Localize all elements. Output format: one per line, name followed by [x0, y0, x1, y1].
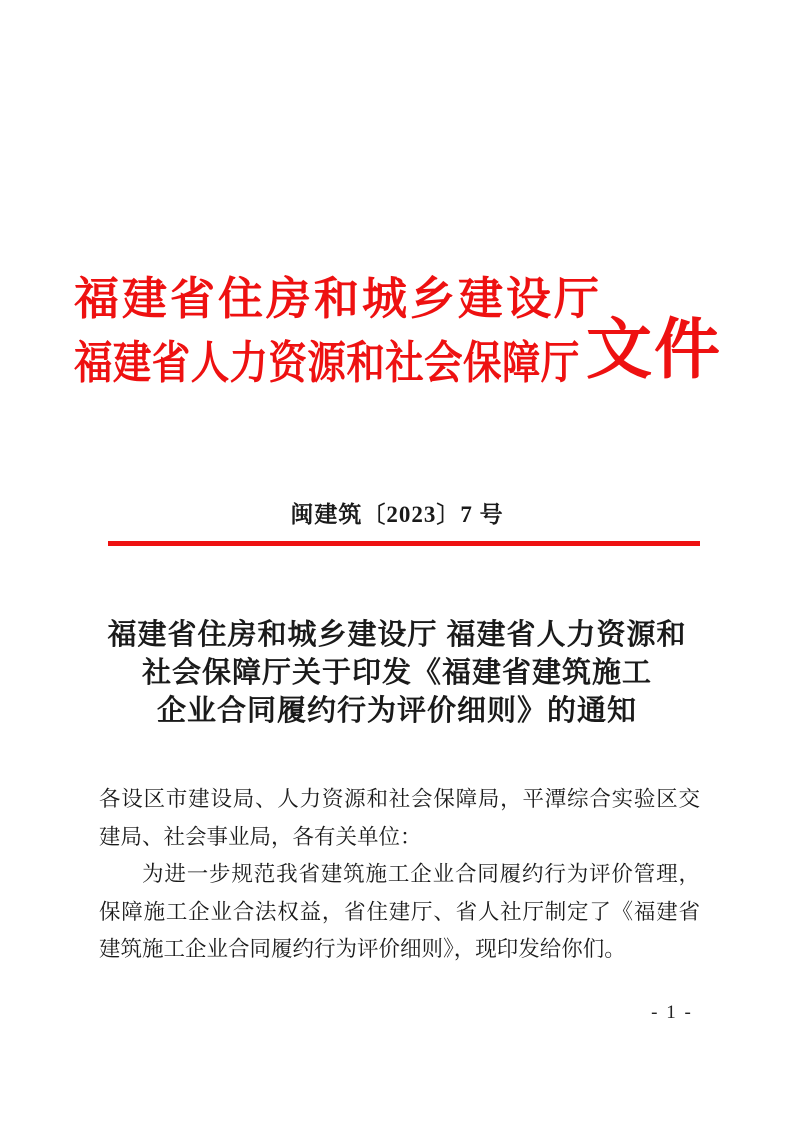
document-number: 闽建筑〔2023〕7 号	[290, 502, 504, 527]
document-title	[60, 616, 734, 730]
document-title-line-1: 福建省住房和城乡建设厅 福建省人力资源和	[107, 619, 687, 651]
document-title-line-3: 企业合同履约行为评价细则》的通知	[156, 695, 637, 727]
document-body	[99, 781, 700, 969]
letterhead-agency-line-1: 福建省住房和城乡建设厅	[74, 273, 603, 324]
letterhead-agency-line-2: 福建省人力资源和社会保障厅	[74, 337, 580, 388]
document-title-line-2: 社会保障厅关于印发《福建省建筑施工	[141, 657, 652, 689]
letterhead-red-rule	[108, 541, 700, 546]
letterhead	[74, 273, 603, 388]
body-paragraph-1: 为进一步规范我省建筑施工企业合同履约行为评价管理，保障施工企业合法权益，省住建厅、省人社厅制定了《福建省建筑施工企业合同履约行为评价细则》，现印发给你们。	[99, 862, 700, 961]
addressee-paragraph: 各设区市建设局、人力资源和社会保障局，平潭综合实验区交建局、社会事业局，各有关单位：	[99, 787, 700, 849]
letterhead-doc-type-label: 文件	[586, 312, 722, 386]
page-number: - 1 -	[651, 1002, 693, 1023]
